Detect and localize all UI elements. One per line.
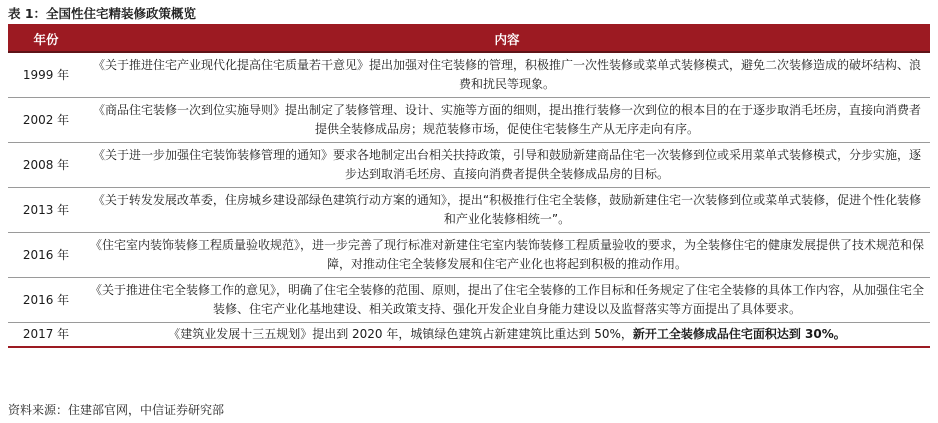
row-content: 《住宅室内装饰装修工程质量验收规范》，进一步完善了现行标准对新建住宅室内装饰装修工程质量验收的要求，为全装修住宅的健康发展提供了技术规范和保障，对推动住宅全装修发展和住宅产业化也将起到积极的推动作用。 — [84, 233, 930, 278]
row-year: 2017 年 — [8, 323, 84, 348]
row-content-plain: 《建筑业发展十三五规划》提出到 2020 年，城镇绿色建筑占新建建筑比重达到 50%， — [168, 327, 633, 341]
row-content: 《关于转发发展改革委，住房城乡建设部绿色建筑行动方案的通知》，提出“积极推行住宅全装修，鼓励新建住宅一次装修到位或菜单式装修，促进个性化装修和产业化装修相统一”。 — [84, 188, 930, 233]
table-row — [8, 98, 930, 143]
row-content: 《关于推进住宅产业现代化提高住宅质量若干意见》提出加强对住宅装修的管理，积极推广一次性装修或菜单式装修模式，避免二次装修造成的破坏结构、浪费和扰民等现象。 — [84, 52, 930, 98]
table-row — [8, 52, 930, 98]
row-year: 2002 年 — [8, 98, 84, 143]
table-caption: 表 1：全国性住宅精装修政策概览 — [8, 6, 197, 21]
source-note: 资料来源：住建部官网，中信证券研究部 — [8, 403, 225, 417]
header-year: 年份 — [8, 27, 84, 52]
table-row — [8, 278, 930, 323]
policy-table — [8, 27, 930, 348]
row-year: 1999 年 — [8, 52, 84, 98]
table-row — [8, 323, 930, 348]
row-content-emphasis: 新开工全装修成品住宅面积达到 30%。 — [632, 327, 846, 341]
header-content: 内容 — [84, 27, 930, 52]
table-row — [8, 143, 930, 188]
table-row — [8, 188, 930, 233]
row-content: 《商品住宅装修一次到位实施导则》提出制定了装修管理、设计、实施等方面的细则，提出推行装修一次到位的根本目的在于逐步取消毛坯房，直接向消费者提供全装修成品房；规范装修市场，促使住宅装修生产从无序走向有序。 — [84, 98, 930, 143]
row-content: 《关于进一步加强住宅装饰装修管理的通知》要求各地制定出台相关扶持政策，引导和鼓励新建商品住宅一次装修到位或采用菜单式装修模式，分步实施，逐步达到取消毛坯房、直接向消费者提供全装修成品房的目标。 — [84, 143, 930, 188]
table-row — [8, 233, 930, 278]
row-year: 2016 年 — [8, 278, 84, 323]
row-year: 2008 年 — [8, 143, 84, 188]
table-header-row — [8, 27, 930, 52]
row-year: 2013 年 — [8, 188, 84, 233]
row-year: 2016 年 — [8, 233, 84, 278]
row-content — [84, 323, 930, 348]
row-content: 《关于推进住宅全装修工作的意见》，明确了住宅全装修的范围、原则，提出了住宅全装修的工作目标和任务规定了住宅全装修的具体工作内容，从加强住宅全装修、住宅产业化基地建设、相关政策支持、强化开发企业自身能力建设以及监督落实等方面提出了具体要求。 — [84, 278, 930, 323]
